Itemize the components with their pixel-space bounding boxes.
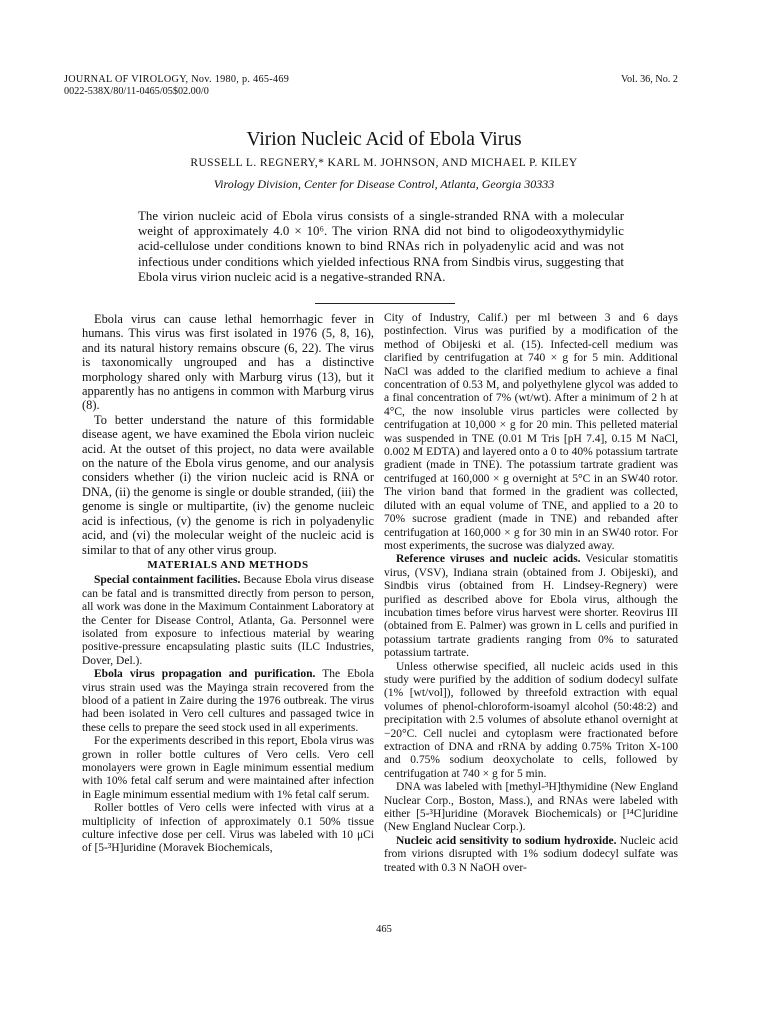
reference-paragraph	[384, 553, 678, 660]
containment-text: Because Ebola virus disease can be fatal and is transmitted directly from person to person, all work was done in the Maximum Containment Laboratory at the Center for Disease Control, Atlanta, Ga. Personnel were isolated from exposure to infectious material by wearing positive-pressure encapsulating plastic suits (ILC Industries, Dover, Del.).	[82, 574, 374, 667]
propagation-paragraph	[82, 668, 374, 735]
page-number: 465	[376, 924, 392, 935]
labeling-paragraph: DNA was labeled with [methyl-³H]thymidine (New England Nuclear Corp., Boston, Mass.), and RNAs were labeled with either [5-³H]uridine (Moravek Biochemicals) or [¹⁴C]uridine (New England Nuclear Corp.).	[384, 781, 678, 834]
volume-label: Vol. 36, No. 2	[621, 74, 678, 85]
right-column	[384, 312, 678, 875]
propagation-heading: Ebola virus propagation and purification.	[94, 668, 316, 681]
propagation-text: The Ebola virus strain used was the Mayinga strain recovered from the blood of a patient in Zaire during the 1976 outbreak. The virus had been isolated in Vero cell cultures and passaged twice in these cells to prepare the seed stock used in all experiments.	[82, 668, 374, 734]
journal-citation	[64, 74, 289, 98]
intro-paragraph-2: To better understand the nature of this formidable disease agent, we have examined the Ebola virion nucleic acid. At the outset of this project, no data were available on the nature of the Ebola virus genome, and our analysis considers whether (i) the virion nucleic acid is RNA or DNA, (ii) the genome is single or double stranded, (iii) the genome is single or multipartite, (iv) the genome nucleic acid is infectious, (v) the genome is rich in polyadenylic acid, and (vi) the molecular weight of the nucleic acid is similar to that of any other virus group.	[82, 412, 374, 557]
abstract: The virion nucleic acid of Ebola virus consists of a single-stranded RNA with a molecular weight of approximately 4.0 × 10⁶. The virion RNA did not bind to oligodeoxythymidylic acid-cellulose under conditions known to bind RNAs rich in polyadenylic acid and was not infectious under conditions which yielded infectious RNA from Sindbis virus, suggesting that Ebola virus virion nucleic acid is a negative-stranded RNA.	[138, 209, 624, 284]
purification-paragraph: City of Industry, Calif.) per ml between 3 and 6 days postinfection. Virus was purified by a modification of the method of Obijeski et al. (15). Infected-cell medium was clarified by centrifugation at 740 × g for 5 min. Additional NaCl was added to the clarified medium to achieve a final concentration of 0.53 M, and polyethylene glycol was added to a final concentration of 7% (wt/wt). After a minimum of 2 h at 4°C, the now insoluble virus particles were collected by centrifugation at 10,000 × g for 20 min. This pelleted material was suspended in TNE (0.01 M Tris [pH 7.4], 0.15 M NaCl, 0.002 M EDTA) and layered onto a 0 to 40% potassium tartrate gradient (made in TNE). The potassium tartrate gradient was centrifuged at 160,000 × g overnight at 5°C in an SW40 rotor. The virion band that formed in the gradient was collected, diluted with an equal volume of TNE, and applied to a 20 to 70% sucrose gradient (made in TNE) and rebanded after centrifugation at 160,000 × g for 30 min in an SW40 rotor. For most experiments, the sucrose was dialyzed away.	[384, 312, 678, 552]
journal-line: JOURNAL OF VIROLOGY, Nov. 1980, p. 465-469	[64, 74, 290, 85]
experiments-paragraph: For the experiments described in this report, Ebola virus was grown in roller bottle cultures of Vero cells. Vero cell monolayers were grown in Eagle minimum essential medium with 10% fetal calf serum and were maintained after infection in Eagle minimum essential medium with 1% fetal calf serum.	[82, 735, 374, 801]
reference-heading: Reference viruses and nucleic acids.	[396, 553, 581, 566]
author-list: RUSSELL L. REGNERY,* KARL M. JOHNSON, AND MICHAEL P. KILEY	[190, 157, 578, 169]
affiliation: Virology Division, Center for Disease Control, Atlanta, Georgia 30333	[213, 177, 555, 191]
containment-paragraph	[82, 574, 374, 668]
reference-text: Vesicular stomatitis virus, (VSV), Indiana strain (obtained from J. Obijeski), and Sindbis virus (obtained from H. Lindsey-Regnery) were purified as described above for Ebola virus, although the incubation times before virus harvest were shorter. Reovirus III (obtained from E. Palmer) was grown in L cells and purified in potassium tartrate gradients ranging from 0% to saturated potassium tartrate.	[384, 553, 679, 660]
containment-heading: Special containment facilities.	[94, 574, 241, 587]
naoh-paragraph	[384, 835, 678, 875]
left-column	[82, 312, 374, 856]
roller-paragraph: Roller bottles of Vero cells were infected with virus at a multiplicity of infection of approximately 0.1 50% tissue culture infective dose per cell. Virus was labeled with 10 μCi of [5-³H]uridine (Moravek Biochemicals,	[82, 802, 374, 855]
journal-code: 0022-538X/80/11-0465/05$02.00/0	[64, 86, 209, 97]
article-title: Virion Nucleic Acid of Ebola Virus	[246, 129, 522, 150]
intro-paragraph-1: Ebola virus can cause lethal hemorrhagic fever in humans. This virus was first isolated in 1976 (5, 8, 16), and its natural history remains obscure (6, 22). The virus is taxonomically ungrouped and has a distinctive morphology shared only with Marburg virus (13), but it apparently has no antigens in common with Marburg virus (8).	[82, 312, 374, 413]
abstract-divider	[315, 303, 455, 304]
naoh-heading: Nucleic acid sensitivity to sodium hydroxide.	[396, 834, 617, 847]
naoh-text: Nucleic acid from virions disrupted with 1% sodium dodecyl sulfate was treated with 0.3 N NaOH over-	[384, 834, 678, 874]
section-heading-methods: MATERIALS AND METHODS	[147, 558, 309, 571]
extraction-paragraph: Unless otherwise specified, all nucleic acids used in this study were purified by the addition of sodium dodecyl sulfate (1% [wt/vol]), followed by threefold extraction with equal volumes of phenol-chloroform-isoamyl alcohol (50:48:2) and precipitation with 2.5 volumes of absolute ethanol overnight at −20°C. Cell nuclei and cytoplasm were fractionated before extraction of DNA and rRNA by adding 0.75% Triton X-100 and 0.75% sodium deoxycholate to cells, followed by centrifugation at 740 × g for 5 min.	[384, 660, 678, 780]
